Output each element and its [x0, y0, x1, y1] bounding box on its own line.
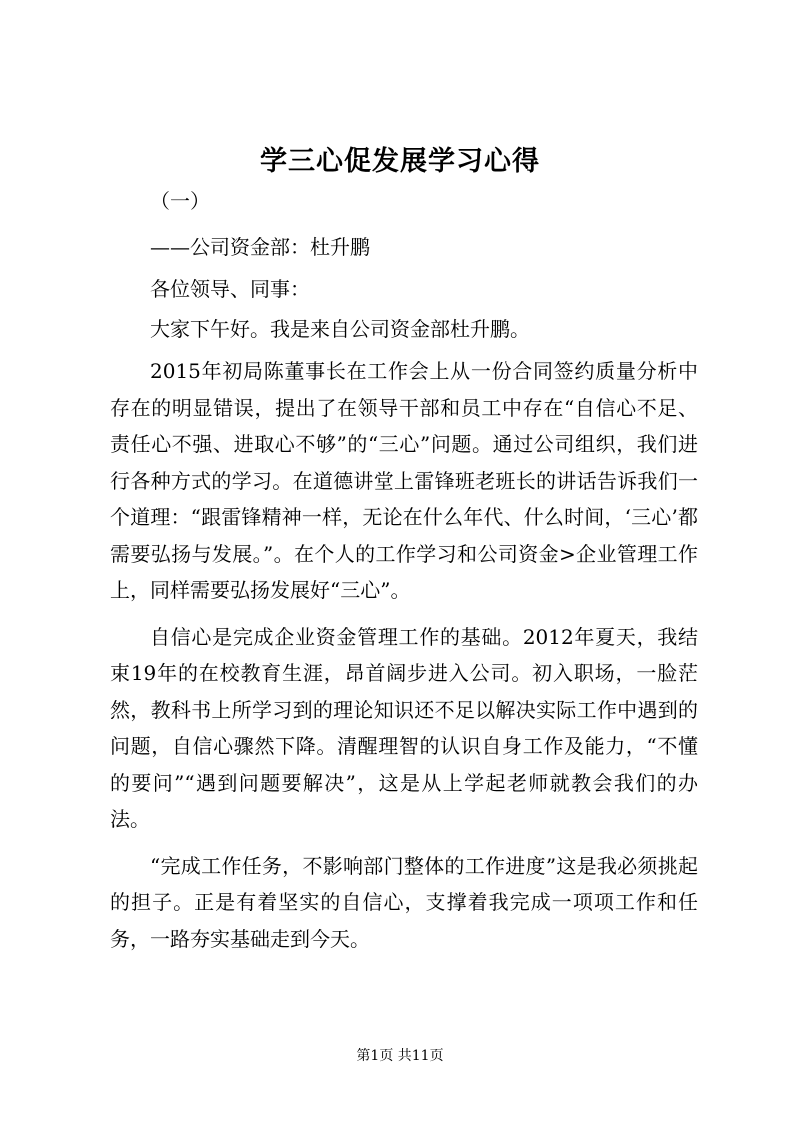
paragraph: 自信心是完成企业资金管理工作的基础。2012年夏天，我结束19年的在校教育生涯，昂首阔步进入公司。初入职场，一脸茫然，教科书上所学习到的理论知识还不足以解决实际工作中遇到的问题，自信心骤然下降。清醒理智的认识自身工作及能力，“不懂的要问”“遇到问题要解决”，这是从上学起老师就教会我们的办法。 [110, 624, 698, 831]
body-text [110, 353, 698, 957]
page-number: 第1页 共11页 [356, 1048, 444, 1064]
section-label: （一） [150, 189, 210, 213]
author-line: ——公司资金部：杜升鹏 [150, 235, 370, 259]
paragraph: 2015年初局陈董事长在工作会上从一份合同签约质量分析中存在的明显错误，提出了在领导干部和员工中存在“自信心不足、责任心不强、进取心不够”的“三心”问题。通过公司组织，我们进行各种方式的学习。在道德讲堂上雷锋班老班长的讲话告诉我们一个道理：“跟雷锋精神一样，无论在什么年代、什么时间，‘三心’都需要弘扬与发展。”。在个人的工作学习和公司资金>企业管理工作上，同样需要弘扬发展好“三心”。 [110, 359, 698, 602]
salutation: 各位领导、同事： [150, 277, 310, 301]
greeting: 大家下午好。我是来自公司资金部杜升鹏。 [150, 317, 530, 341]
paragraph: “完成工作任务，不影响部门整体的工作进度”这是我必须挑起的担子。正是有着坚实的自信心，支撑着我完成一项项工作和任务，一路夯实基础走到今天。 [110, 853, 698, 951]
document-title: 学三心促发展学习心得 [260, 146, 540, 177]
